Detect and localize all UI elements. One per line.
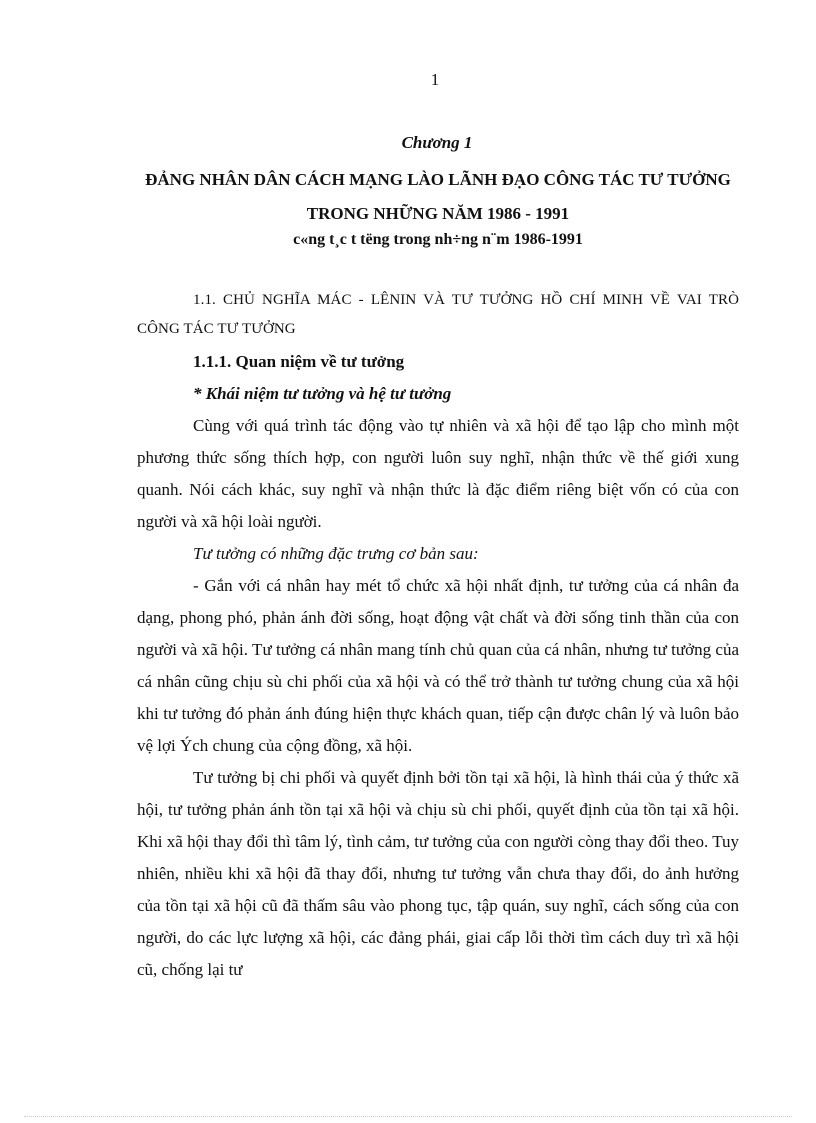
concept-heading: * Khái niệm tư tưởng và hệ tư tưởng	[193, 384, 452, 403]
footer-divider	[24, 1116, 792, 1117]
chapter-subtitle-encoded: c«ng t¸c t tëng trong nh÷ng n¨m 1986-1991	[293, 231, 583, 248]
chapter-title: ĐẢNG NHÂN DÂN CÁCH MẠNG LÀO LÃNH ĐẠO CÔNG TÁC TƯ TƯỞNG TRONG NHỮNG NĂM 1986 - 1991	[145, 170, 731, 223]
italic-intro: Tư tưởng có những đặc trưng cơ bản sau:	[193, 544, 479, 563]
paragraph: Cùng với quá trình tác động vào tự nhiên và xã hội để tạo lập cho mình một phương thức sống thích hợp, con người luôn suy nghĩ, nhận thức về thế giới xung quanh. Nói cách khác, suy nghĩ và nhận thức là đặc điểm riêng biệt vốn có của con người và xã hội loài người.	[137, 416, 739, 531]
chapter-label: Chương 1	[401, 133, 473, 152]
paragraph: Tư tưởng bị chi phối và quyết định bởi tồn tại xã hội, là hình thái của ý thức xã hội, tư tưởng phản ánh tồn tại xã hội và chịu sù chi phối, quyết định của tồn tại xã hội. Khi xã hội thay đổi thì tâm lý, tình cảm, tư tưởng của con người còng thay đổi theo. Tuy nhiên, nhiều khi xã hội đã thay đổi, nhưng tư tưởng vẫn chưa thay đổi, do ảnh hưởng của tồn tại xã hội cũ đã thấm sâu vào phong tục, tập quán, suy nghĩ, cách sống của con người, do các lực lượng xã hội, các đảng phái, giai cấp lỗi thời tìm cách duy trì xã hội cũ, chống lại tư	[137, 768, 739, 979]
document-body	[137, 286, 739, 986]
section-heading: 1.1. CHỦ NGHĨA MÁC - LÊNIN VÀ TƯ TƯỞNG HỒ CHÍ MINH VỀ VAI TRÒ CÔNG TÁC TƯ TƯỞNG	[137, 292, 739, 337]
paragraph: - Gắn với cá nhân hay mét tổ chức xã hội nhất định, tư tưởng của cá nhân đa dạng, phong phó, phản ánh đời sống, hoạt động vật chất và đời sống tinh thần của con người và xã hội. Tư tưởng cá nhân mang tính chủ quan của cá nhân, nhưng tư tưởng của cá nhân cũng chịu sù chi phối của xã hội và có thể trở thành tư tưởng chung của xã hội khi tư tưởng đó phản ánh đúng hiện thực khách quan, tiếp cận được chân lý và luôn bảo vệ lợi Ých chung của cộng đồng, xã hội.	[137, 576, 739, 755]
page-number: 1	[430, 70, 440, 89]
subsection-heading: 1.1.1. Quan niệm về tư tưởng	[193, 352, 405, 371]
